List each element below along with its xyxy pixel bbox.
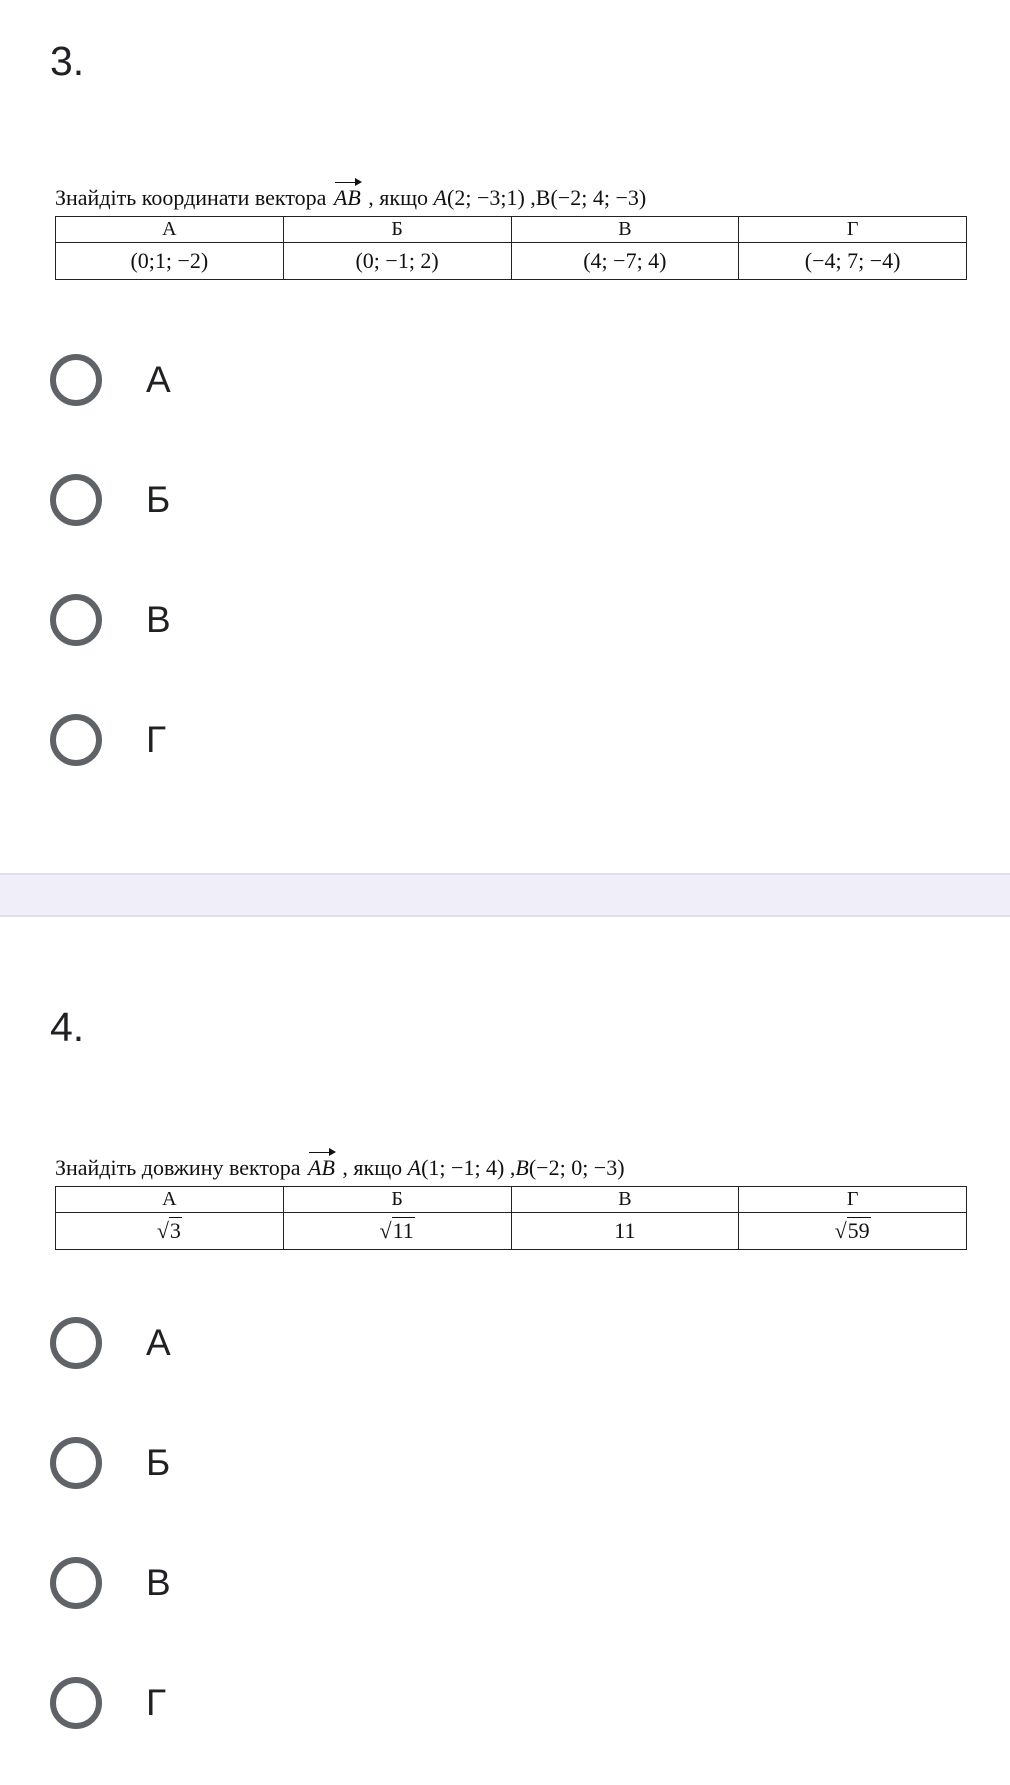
answer-value-b xyxy=(283,1213,511,1250)
option-label: Б xyxy=(146,1442,171,1483)
answer-value-a: (0;1; −2) xyxy=(56,243,284,280)
answer-value-b: (0; −1; 2) xyxy=(283,243,511,280)
separator: , xyxy=(504,1155,516,1180)
question-text xyxy=(55,180,967,216)
radio-button[interactable] xyxy=(50,1677,102,1729)
option-v[interactable] xyxy=(50,1548,550,1618)
answer-value-v: 11 xyxy=(511,1213,739,1250)
radio-button[interactable] xyxy=(50,594,102,646)
question-text-prefix: Знайдіть координати вектора xyxy=(55,185,332,210)
sqrt-value: 59 xyxy=(847,1218,870,1243)
answer-table-value-row xyxy=(56,1213,967,1250)
answer-value-a xyxy=(56,1213,284,1250)
question-text-prefix: Знайдіть довжину вектора xyxy=(55,1155,306,1180)
point-a-coords: (1; −1; 4) xyxy=(421,1155,505,1180)
option-label: Б xyxy=(146,479,171,520)
answer-table-header-row xyxy=(56,1187,967,1213)
point-b-coords: (−2; 4; −3) xyxy=(550,185,647,210)
option-b[interactable] xyxy=(50,1428,550,1498)
answer-header-v: В xyxy=(511,217,739,243)
option-label: Г xyxy=(146,1682,167,1723)
radio-button[interactable] xyxy=(50,1317,102,1369)
point-a-name: A xyxy=(433,185,447,210)
point-a-coords: (2; −3;1) xyxy=(447,185,525,210)
answer-header-v: В xyxy=(511,1187,739,1213)
question-text-mid: , якщо xyxy=(362,185,434,210)
radio-button[interactable] xyxy=(50,1437,102,1489)
answer-value-g xyxy=(739,1213,967,1250)
question-text xyxy=(55,1150,967,1186)
question-text-mid: , якщо xyxy=(336,1155,408,1180)
sqrt-expression: √59 xyxy=(834,1218,870,1243)
question-number: 4. xyxy=(50,1004,85,1050)
answer-table xyxy=(55,1186,967,1250)
option-label: В xyxy=(146,1562,171,1603)
option-a[interactable] xyxy=(50,1308,550,1378)
radio-button[interactable] xyxy=(50,474,102,526)
answer-header-a: А xyxy=(56,1187,284,1213)
option-b[interactable] xyxy=(50,465,550,535)
separator: , xyxy=(524,185,536,210)
vector-ab: AB xyxy=(306,1150,337,1186)
option-label: Г xyxy=(146,719,167,760)
answer-header-b: Б xyxy=(283,217,511,243)
answer-table-header-row xyxy=(56,217,967,243)
option-g[interactable] xyxy=(50,705,550,775)
point-a-name: A xyxy=(407,1155,422,1180)
radio-button[interactable] xyxy=(50,1557,102,1609)
question-number: 3. xyxy=(50,38,85,84)
point-b-name: B xyxy=(515,1155,529,1180)
radio-button[interactable] xyxy=(50,354,102,406)
section-divider xyxy=(0,873,1010,917)
answer-table xyxy=(55,216,967,280)
answer-value-g: (−4; 7; −4) xyxy=(739,243,967,280)
vector-ab: AB xyxy=(332,180,363,216)
answer-header-b: Б xyxy=(283,1187,511,1213)
sqrt-value: 11 xyxy=(392,1218,414,1243)
answer-header-g: Г xyxy=(739,217,967,243)
option-label: А xyxy=(146,359,171,400)
sqrt-expression: √3 xyxy=(156,1218,181,1243)
option-label: А xyxy=(146,1322,171,1363)
sqrt-value: 3 xyxy=(169,1218,181,1243)
question-image xyxy=(55,1150,967,1250)
answer-table-value-row xyxy=(56,243,967,280)
sqrt-expression: √11 xyxy=(379,1218,414,1243)
answer-header-g: Г xyxy=(739,1187,967,1213)
radio-button[interactable] xyxy=(50,714,102,766)
answer-value-v: (4; −7; 4) xyxy=(511,243,739,280)
point-b-name: B xyxy=(535,185,551,210)
option-label: В xyxy=(146,599,171,640)
option-g[interactable] xyxy=(50,1668,550,1738)
option-a[interactable] xyxy=(50,345,550,415)
question-image xyxy=(55,180,967,280)
answer-header-a: А xyxy=(56,217,284,243)
point-b-coords: (−2; 0; −3) xyxy=(528,1155,625,1180)
option-v[interactable] xyxy=(50,585,550,655)
